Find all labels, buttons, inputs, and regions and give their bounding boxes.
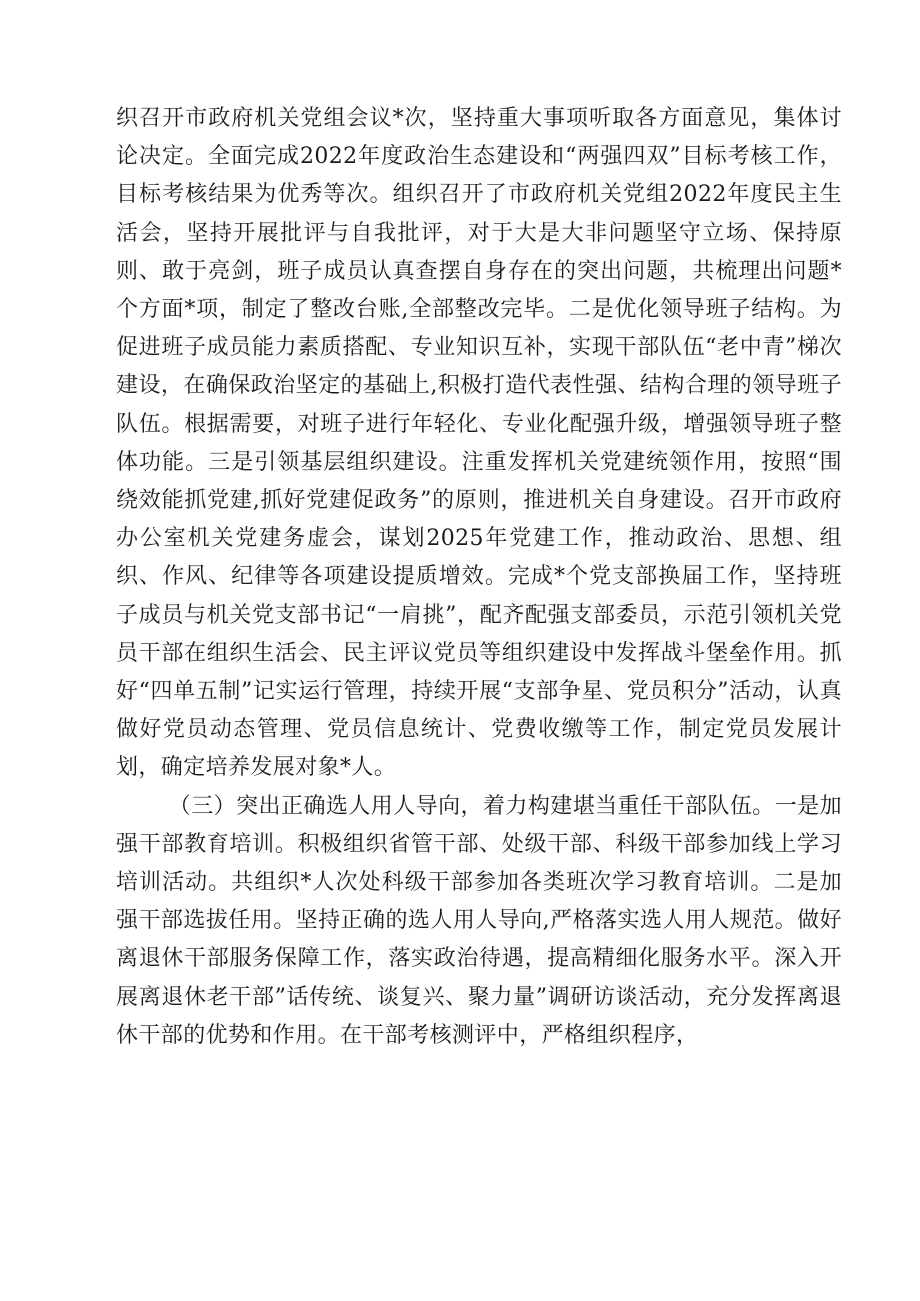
paragraph-section-three: （三）突出正确选人用人导向，着力构建堪当重任干部队伍。一是加强干部教育培训。积极组织省管干部、处级干部、科级干部参加线上学习培训活动。共组织*人次处科级干部参加各类班次学习教育培训。二是加强干部选拔任用。坚持正确的选人用人导向,严格落实选人用人规范。做好离退休干部服务保障工作，落实政治待遇，提高精细化服务水平。深入开展离退休老干部”话传统、谈复兴、聚力量”调研访谈活动，充分发挥离退休干部的优势和作用。在干部考核测评中，严格组织程序， <box>116 793 842 1048</box>
paragraph-continuation: 织召开市政府机关党组会议*次，坚持重大事项听取各方面意见，集体讨论决定。全面完成2022年度政治生态建设和“两强四双”目标考核工作，目标考核结果为优秀等次。组织召开了市政府机关党组2022年度民主生活会，坚持开展批评与自我批评，对于大是大非问题坚守立场、保持原则、敢于亮剑，班子成员认真查摆自身存在的突出问题，共梳理出问题*个方面*项，制定了整改台账,全部整改完毕。二是优化领导班子结构。为促进班子成员能力素质搭配、专业知识互补，实现干部队伍“老中青”梯次建设，在确保政治坚定的基础上,积极打造代表性强、结构合理的领导班子队伍。根据需要，对班子进行年轻化、专业化配强升级，增强领导班子整体功能。三是引领基层组织建设。注重发挥机关党建统领作用，按照“围绕效能抓党建,抓好党建促政务”的原则，推进机关自身建设。召开市政府办公室机关党建务虚会，谋划2025年党建工作，推动政治、思想、组织、作风、纪律等各项建设提质增效。完成*个党支部换届工作，坚持班子成员与机关党支部书记“一肩挑”，配齐配强支部委员，示范引领机关党员干部在组织生活会、民主评议党员等组织建设中发挥战斗堡垒作用。抓好“四单五制”记实运行管理，持续开展“支部争星、党员积分”活动，认真做好党员动态管理、党员信息统计、党费收缴等工作，制定党员发展计划，确定培养发展对象*人。 <box>116 106 842 781</box>
document-body <box>116 100 842 1055</box>
